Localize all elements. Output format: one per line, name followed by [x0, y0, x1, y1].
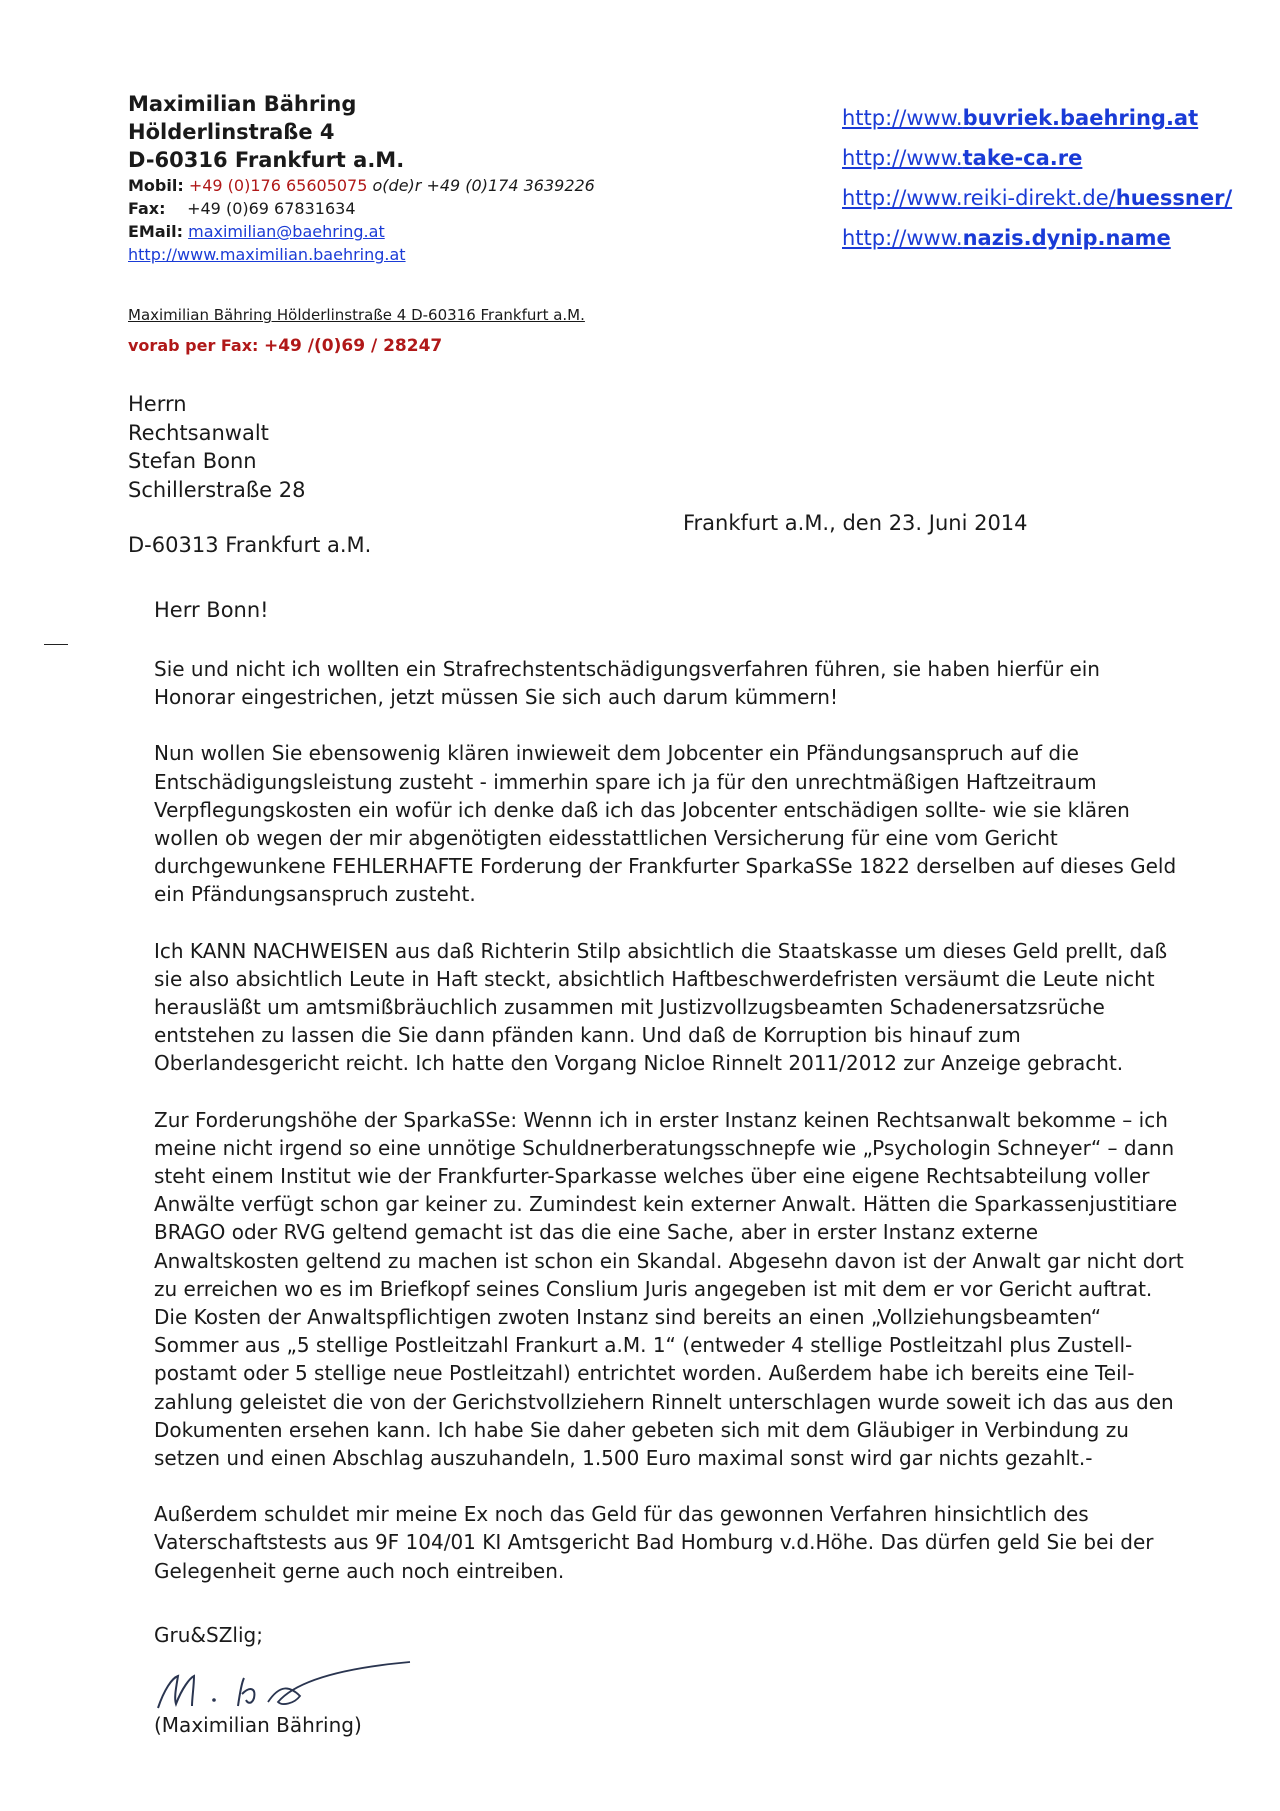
salutation: Herr Bonn!	[154, 598, 269, 622]
sender-city: D-60316 Frankfurt a.M.	[128, 148, 405, 172]
mobile-number-1: +49 (0)176 65605075	[188, 176, 368, 195]
recipient-block	[128, 390, 305, 504]
fold-mark	[44, 644, 68, 645]
recipient-line: Stefan Bonn	[128, 449, 257, 473]
fax-notice-number: +49 /(0)69 / 28247	[263, 336, 443, 356]
sender-name: Maximilian Bähring	[128, 92, 357, 116]
link-take-care[interactable]: http://www.take-ca.re	[842, 146, 1083, 170]
sender-block	[128, 90, 595, 266]
mobile-or: o(de)r	[372, 176, 422, 195]
mobile-label: Mobil:	[128, 176, 184, 195]
signature	[150, 1648, 420, 1718]
link-item	[842, 178, 1232, 218]
recipient-line: Rechtsanwalt	[128, 420, 269, 445]
sender-street: Hölderlinstraße 4	[128, 120, 335, 144]
letter-date: Frankfurt a.M., den 23. Juni 2014	[683, 511, 1028, 535]
link-item	[842, 138, 1232, 178]
sender-website	[128, 243, 595, 266]
website-link[interactable]: http://www.maximilian.baehring.at	[128, 245, 406, 264]
fax-label: Fax:	[128, 199, 166, 218]
email-link[interactable]: maximilian@baehring.at	[188, 222, 385, 241]
fax-notice	[128, 336, 442, 356]
link-item	[842, 218, 1232, 258]
letter-body	[154, 655, 1184, 1613]
recipient-line: Schillerstraße 28	[128, 477, 306, 502]
signature-name: (Maximilian Bähring)	[154, 1713, 362, 1737]
sender-email	[128, 220, 595, 243]
link-reiki[interactable]: http://www.reiki-direkt.de/huessner/	[842, 186, 1233, 210]
body-paragraph: Ich KANN NACHWEISEN aus daß Richterin Stilp absichtlich die Staatskasse um dieses Geld prellt, daß sie also absichtlich Leute in Haft steckt, absichtlich Haftbeschwerdefristen versäumt die Leute nicht herausläßt um amtsmißbräuchlich zusammen mit Justizvollzugsbeamten Schadenersatzsrüche entstehen zu lassen die Sie dann pfänden kann. Und daß de Korruption bis hinauf zum Oberlandesgericht reicht. Ich hatte den Vorgang Nicloe Rinnelt 2011/2012 zur Anzeige gebracht.	[154, 938, 1168, 1076]
mobile-number-2: +49 (0)174 3639226	[426, 176, 595, 195]
link-list	[842, 98, 1232, 258]
recipient-line: Herrn	[128, 392, 187, 416]
body-paragraph: Sie und nicht ich wollten ein Strafrechstentschädigungsverfahren führen, sie haben hierfür ein Honorar eingestrichen, jetzt müssen Sie sich auch darum kümmern!	[154, 657, 1100, 710]
link-buvriek[interactable]: http://www.buvriek.baehring.at	[842, 106, 1199, 130]
sender-mobile	[128, 174, 595, 197]
link-nazis[interactable]: http://www.nazis.dynip.name	[842, 226, 1171, 250]
link-item	[842, 98, 1232, 138]
body-paragraph: Zur Forderungshöhe der SparkaSSe: Wennn ich in erster Instanz keinen Rechtsanwalt bekomme – ich meine nicht irgend so eine unnötige Schuldnerberatungsschnepfe wie „Psychologin Schneyer“ – dann steht einem Institut wie der Frankfurter-Sparkasse welches über eine eigene Rechtsabteilung voller Anwälte verfügt schon gar keiner zu. Zumindest kein externer Anwalt. Hätten die Sparkassenjustitiare BRAGO oder RVG geltend gemacht ist das die eine Sache, aber in erster Instanz externe Anwaltskosten geltend zu machen ist schon ein Skandal. Abgesehn davon ist der Anwalt gar nicht dort zu erreichen wo es im Briefkopf seines Conslium Juris angegeben ist mit dem er vor Gericht auftrat. Die Kosten der Anwaltspflichtigen zwoten Instanz sind bereits an einen „Vollziehungsbeamten“ Sommer aus „5 stellige Postleitzahl Frankurt a.M. 1“ (entweder 4 stellige Postleitzahl plus Zustell-postamt oder 5 stellige neue Postleitzahl) entrichtet worden. Außerdem habe ich bereits eine Teil-zahlung geleistet die von der Gerichstvollziehern Rinnelt unterschlagen wurde soweit ich das aus den Dokumenten ersehen kann. Ich habe Sie daher gebeten sich mit dem Gläubiger in Verbindung zu setzen und einen Abschlag auszuhandeln, 1.500 Euro maximal sonst wird gar nichts gezahlt.-	[154, 1107, 1184, 1471]
closing: Gru&SZlig;	[154, 1623, 263, 1647]
fax-number: +49 (0)69 67831634	[187, 199, 356, 218]
body-paragraph: Außerdem schuldet mir meine Ex noch das Geld für das gewonnen Verfahren hinsichtlich des Vaterschaftstests aus 9F 104/01 KI Amtsgericht Bad Homburg v.d.Höhe. Das dürfen geld Sie bei der Gelegenheit gerne auch noch eintreiben.	[154, 1502, 1154, 1583]
sender-fax	[128, 197, 595, 220]
email-label: EMail:	[128, 222, 184, 241]
recipient-city: D-60313 Frankfurt a.M.	[128, 533, 372, 557]
fax-notice-label: vorab per Fax:	[128, 336, 259, 355]
body-paragraph: Nun wollen Sie ebensowenig klären inwieweit dem Jobcenter ein Pfändungsanspruch auf die Entschädigungsleistung zusteht - immerhin spare ich ja für den unrechtmäßigen Haftzeitraum Verpflegungskosten ein wofür ich denke daß ich das Jobcenter entschädigen sollte- wie sie klären wollen ob wegen der mir abgenötigten eidesstattlichen Versicherung für eine vom Gericht durchgewunkene FEHLERHAFTE Forderung der Frankfurter SparkaSSe 1822 derselben auf dieses Geld ein Pfändungsanspruch zusteht.	[154, 741, 1177, 907]
return-address: Maximilian Bähring Hölderlinstraße 4 D-60316 Frankfurt a.M.	[128, 306, 585, 324]
